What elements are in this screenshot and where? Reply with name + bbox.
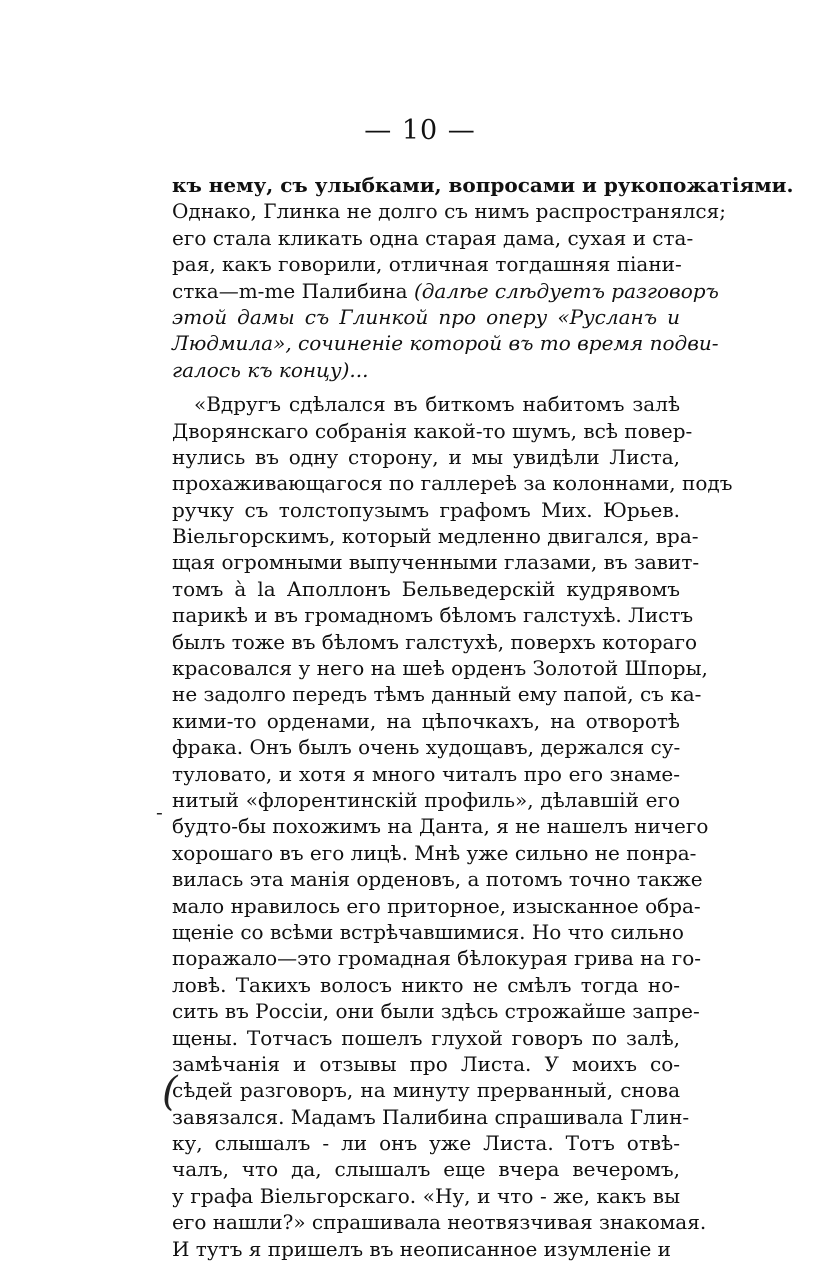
- text-line: рая, какъ говорили, отличная тогдашняя піани-: [172, 252, 682, 277]
- text-line: сѣдей разговоръ, на минуту прерванный, снова: [172, 1078, 680, 1103]
- text-line: «Вдругъ сдѣлался въ биткомъ набитомъ залѣ: [194, 392, 680, 417]
- text-line: щеніе со всѣми встрѣчавшимися. Но что сильно: [172, 919, 684, 944]
- paragraph: [172, 391, 733, 1262]
- text-line: не задолго передъ тѣмъ данный ему папой, съ ка-: [172, 682, 702, 707]
- text-line: его нашли?» спрашивала неотвязчивая знакомая.: [172, 1210, 707, 1235]
- text-line: Віельгорскимъ, который медленно двигался, вра-: [172, 524, 699, 549]
- text-line: чалъ, что да, слышалъ еще вчера вечеромъ,: [172, 1157, 680, 1182]
- text-line: щены. Тотчасъ пошелъ глухой говоръ по залѣ,: [172, 1025, 680, 1050]
- text-line: Дворянскаго собранія какой-то шумъ, всѣ повер-: [172, 418, 693, 443]
- paragraph: [172, 172, 794, 383]
- text-line: завязался. Мадамъ Палибина спрашивала Глин-: [172, 1104, 690, 1129]
- text-line: ловѣ. Такихъ волосъ никто не смѣлъ тогда но-: [172, 972, 680, 997]
- text-line: И тутъ я пришелъ въ неописанное изумленіе и: [172, 1236, 672, 1261]
- text-line: сить въ Россіи, они были здѣсь строжайше запре-: [172, 999, 700, 1024]
- text-line: Однако, Глинка не долго съ нимъ распространялся;: [172, 199, 726, 224]
- text-line: его стала кликать одна старая дама, сухая и ста-: [172, 225, 694, 250]
- margin-mark-dot: -: [156, 800, 163, 824]
- text-line: Людмила», сочиненіе которой въ то время подви-: [172, 331, 719, 356]
- margin-mark-bracket: (: [162, 1069, 178, 1115]
- text-line: къ нему, съ улыбками, вопросами и рукопожатіями.: [172, 173, 794, 197]
- text-line: [172, 278, 719, 304]
- text-line: поражало—это громадная бѣлокурая грива на го-: [172, 946, 702, 971]
- text-line: мало нравилось его приторное, изысканное обра-: [172, 893, 701, 918]
- text-line: нулись въ одну сторону, и мы увидѣли Листа,: [172, 444, 680, 469]
- text-line: этой дамы съ Глинкой про оперу «Русланъ и: [172, 304, 680, 329]
- text-line: галось къ концу)...: [172, 357, 369, 382]
- text-line: былъ тоже въ бѣломъ галстухѣ, поверхъ котораго: [172, 629, 697, 654]
- text-line: хорошаго въ его лицѣ. Мнѣ уже сильно не понра-: [172, 840, 697, 865]
- text-line: вилась эта манія орденовъ, а потомъ точно также: [172, 867, 703, 892]
- text-line: у графа Віельгорскаго. «Ну, и что - же, какъ вы: [172, 1183, 680, 1208]
- text-line: красовался у него на шеѣ орденъ Золотой Шпоры,: [172, 656, 708, 681]
- text-line: нитый «флорентинскій профиль», дѣлавшій его: [172, 787, 680, 812]
- text-line: кими-то орденами, на цѣпочкахъ, на отворотѣ: [172, 708, 680, 733]
- text-segment-italic: (далѣе слѣдуетъ разговоръ: [413, 278, 719, 303]
- text-line: ручку съ толстопузымъ графомъ Мих. Юрьев.: [172, 497, 680, 522]
- text-line: замѣчанія и отзывы про Листа. У моихъ со-: [172, 1051, 680, 1076]
- text-segment-plain: стка—m-me Палибина: [172, 278, 414, 303]
- text-line: парикѣ и въ громадномъ бѣломъ галстухѣ. Листъ: [172, 603, 694, 628]
- text-line: томъ à la Аполлонъ Бельведерскій кудрявомъ: [172, 576, 680, 601]
- page-number: — 10 —: [364, 115, 476, 146]
- text-line: ку, слышалъ - ли онъ уже Листа. Тотъ отвѣ-: [172, 1131, 680, 1156]
- body-text: [172, 172, 794, 1262]
- text-line: будто-бы похожимъ на Данта, я не нашелъ ничего: [172, 814, 709, 839]
- text-line: фрака. Онъ былъ очень худощавъ, держался су-: [172, 735, 681, 760]
- text-line: щая огромными выпученными глазами, въ завит-: [172, 550, 700, 575]
- text-line: прохаживающагося по галлереѣ за колоннами, подъ: [172, 471, 733, 496]
- text-line: туловато, и хотя я много читалъ про его знаме-: [172, 761, 680, 786]
- paragraph-gap: [172, 383, 680, 391]
